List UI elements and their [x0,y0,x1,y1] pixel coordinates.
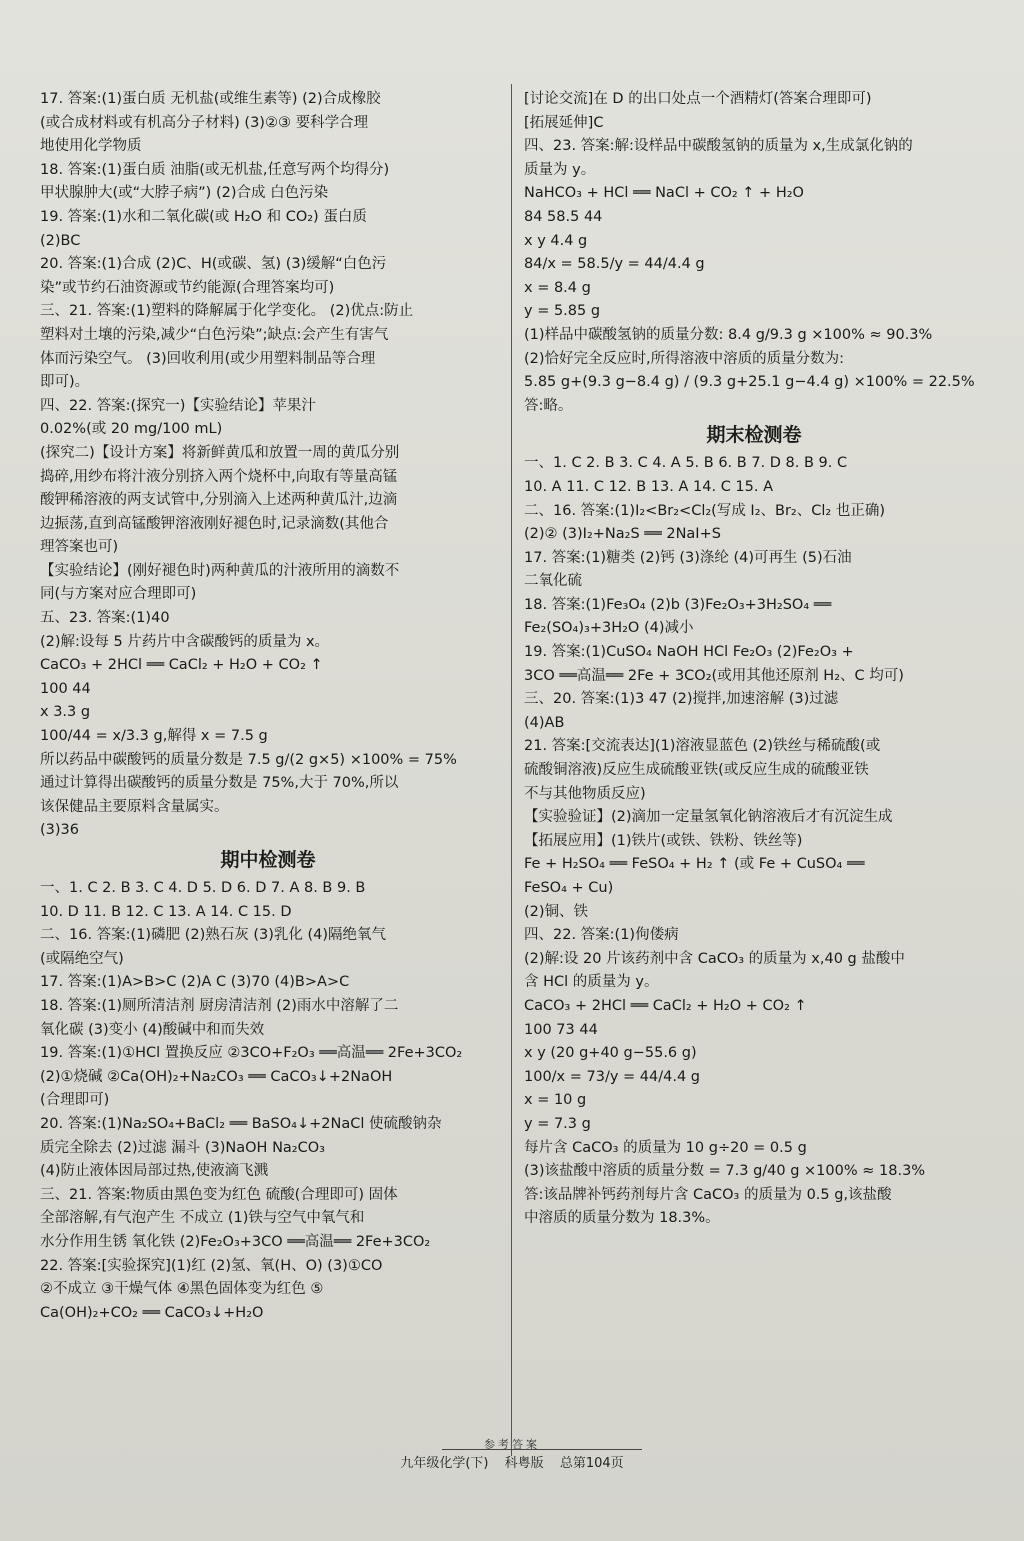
answer-line: 答:该品牌补钙药剂每片含 CaCO₃ 的质量为 0.5 g,该盐酸 [524,1186,892,1203]
answer-line: Fe₂(SO₄)₃+3H₂O (4)减小 [524,620,694,637]
answer-line: 体而污染空气。 (3)回收利用(或少用塑料制品等合理 [40,350,376,367]
answer-line: Ca(OH)₂+CO₂ ══ CaCO₃↓+H₂O [40,1304,264,1321]
answer-line: x 3.3 g [40,704,91,721]
answer-line: 3CO ══高温══ 2Fe + 3CO₂(或用其他还原剂 H₂、C 均可) [524,667,904,684]
answer-line: 18. 答案:(1)Fe₃O₄ (2)b (3)Fe₂O₃+3H₂SO₄ ══ [524,596,832,613]
answer-line: (1)样品中碳酸氢钠的质量分数: 8.4 g/9.3 g ×100% ≈ 90.3% [524,326,933,343]
answer-line: 酸钾稀溶液的两支试管中,分别滴入上述两种黄瓜汁,边滴 [40,492,398,509]
answer-line: 每片含 CaCO₃ 的质量为 10 g÷20 = 0.5 g [524,1139,807,1156]
answer-line: 21. 答案:[交流表达](1)溶液显蓝色 (2)铁丝与稀硫酸(或 [524,738,881,755]
answer-line: 中溶质的质量分数为 18.3%。 [524,1210,720,1227]
answer-line: 17. 答案:(1)蛋白质 无机盐(或维生素等) (2)合成橡胶 [40,91,381,107]
answer-line: (合理即可) [40,1092,110,1109]
answer-line: 20. 答案:(1)合成 (2)C、H(或碳、氢) (3)缓解“白色污 [40,256,387,273]
right-column [524,88,984,1231]
answer-line: 通过计算得出碳酸钙的质量分数是 75%,大于 70%,所以 [40,775,399,792]
answer-line: 10. D 11. B 12. C 13. A 14. C 15. D [40,903,292,920]
answer-line: x = 8.4 g [524,279,591,296]
answer-line: 100 73 44 [524,1021,598,1038]
final-heading: 期末检测卷 [706,424,802,447]
answer-line: y = 7.3 g [524,1115,591,1132]
answer-line: 19. 答案:(1)水和二氧化碳(或 H₂O 和 CO₂) 蛋白质 [40,208,367,225]
answer-line: (2)恰好完全反应时,所得溶液中溶质的质量分数为: [524,350,845,367]
answer-line: 5.85 g+(9.3 g−8.4 g) / (9.3 g+25.1 g−4.4 g) ×100% = 22.5% [524,374,975,391]
answer-line: (探究二)【设计方案】将新鲜黄瓜和放置一周的黄瓜分别 [40,444,400,461]
answer-line: 该保健品主要原料含量属实。 [40,798,229,815]
answer-line: 理答案也可) [40,539,119,556]
answer-line: 所以药品中碳酸钙的质量分数是 7.5 g/(2 g×5) ×100% = 75% [40,751,457,768]
answer-line: (3)该盐酸中溶质的质量分数 = 7.3 g/40 g ×100% ≈ 18.3% [524,1163,926,1180]
right-answers-block [524,88,984,418]
answer-line: (2)解:设 20 片该药剂中含 CaCO₃ 的质量为 x,40 g 盐酸中 [524,950,905,967]
answer-line: 四、22. 答案:(1)佝偻病 [524,927,679,944]
answer-line: 18. 答案:(1)蛋白质 油脂(或无机盐,任意写两个均得分) [40,161,390,178]
answer-line: FeSO₄ + Cu) [524,880,614,896]
answer-line: 捣碎,用纱布将汁液分别挤入两个烧杯中,向取有等量高锰 [40,468,398,485]
answer-line: 【实验验证】(2)滴加一定量氢氧化钠溶液后才有沉淀生成 [524,809,893,826]
answer-line: 边振荡,直到高锰酸钾溶液刚好褪色时,记录滴数(其他合 [40,515,389,532]
footer-subject: 九年级化学(下) [400,1456,489,1471]
footer-page-number: 总第104页 [559,1456,624,1471]
answer-line: CaCO₃ + 2HCl ══ CaCl₂ + H₂O + CO₂ ↑ [524,997,807,1014]
answer-line: 84/x = 58.5/y = 44/4.4 g [524,256,705,273]
answer-line: 一、1. C 2. B 3. C 4. D 5. D 6. D 7. A 8. B 9. B [40,880,366,896]
answer-line: 含 HCl 的质量为 y。 [524,974,659,991]
answer-line: (3)36 [40,822,79,839]
answer-line: x y (20 g+40 g−55.6 g) [524,1045,697,1062]
answer-line: 即可)。 [40,374,90,391]
answer-line: (2)② (3)I₂+Na₂S ══ 2NaI+S [524,526,721,543]
answer-line: 硫酸铜溶液)反应生成硫酸亚铁(或反应生成的硫酸亚铁 [524,762,869,779]
footer-title: 参考答案 [484,1438,540,1451]
answer-line: 同(与方案对应合理即可) [40,586,197,603]
answer-line: 质量为 y。 [524,161,596,178]
answer-line: 二、16. 答案:(1)I₂<Br₂<Cl₂(写成 I₂、Br₂、Cl₂ 也正确) [524,502,885,519]
answer-line: 三、20. 答案:(1)3 47 (2)搅拌,加速溶解 (3)过滤 [524,691,839,708]
answer-line: 答:略。 [524,397,573,414]
answer-line: (4)AB [524,714,565,731]
answer-line: ②不成立 ③干燥气体 ④黑色固体变为红色 ⑤ [40,1281,324,1298]
answer-line: (2)BC [40,232,81,249]
answer-line: 五、23. 答案:(1)40 [40,610,170,627]
column-divider [511,84,512,1456]
answer-line: 质完全除去 (2)过滤 漏斗 (3)NaOH Na₂CO₃ [40,1139,325,1156]
answer-line: (2)①烧碱 ②Ca(OH)₂+Na₂CO₃ ══ CaCO₃↓+2NaOH [40,1068,393,1085]
answer-line: 0.02%(或 20 mg/100 mL) [40,421,223,438]
answer-line: 100/x = 73/y = 44/4.4 g [524,1068,701,1085]
answer-line: NaHCO₃ + HCl ══ NaCl + CO₂ ↑ + H₂O [524,185,804,202]
answer-line: 19. 答案:(1)①HCl 置换反应 ②3CO+F₂O₃ ══高温══ 2Fe+3CO₂ [40,1045,463,1062]
answer-line: x y 4.4 g [524,232,588,249]
answer-line: 三、21. 答案:(1)塑料的降解属于化学变化。 (2)优点:防止 [40,303,414,320]
answer-line: x = 10 g [524,1092,587,1109]
left-answers-block [40,88,496,843]
answer-line: 【实验结论】(刚好褪色时)两种黄瓜的汁液所用的滴数不 [40,562,400,579]
answer-line: 氧化碳 (3)变小 (4)酸碱中和而失效 [40,1021,265,1038]
answer-line: 17. 答案:(1)A>B>C (2)A C (3)70 (4)B>A>C [40,974,350,991]
answer-line: 二氧化硫 [524,573,582,590]
left-column [40,88,496,1325]
answer-line: 20. 答案:(1)Na₂SO₄+BaCl₂ ══ BaSO₄↓+2NaCl 使硫酸钠杂 [40,1115,442,1132]
answer-line: (2)铜、铁 [524,903,589,920]
answer-line: 10. A 11. C 12. B 13. A 14. C 15. A [524,478,774,495]
midterm-answers-block [40,877,496,1325]
answer-line: 【拓展应用】(1)铁片(或铁、铁粉、铁丝等) [524,832,803,849]
answer-line: 17. 答案:(1)糖类 (2)钙 (3)涤纶 (4)可再生 (5)石油 [524,549,852,566]
answer-line: 四、22. 答案:(探究一)【实验结论】苹果汁 [40,397,316,414]
answer-line: 18. 答案:(1)厕所清洁剂 厨房清洁剂 (2)雨水中溶解了二 [40,997,399,1014]
midterm-heading: 期中检测卷 [220,849,316,871]
answer-line: 二、16. 答案:(1)磷肥 (2)熟石灰 (3)乳化 (4)隔绝氧气 [40,927,387,944]
answer-line: CaCO₃ + 2HCl ══ CaCl₂ + H₂O + CO₂ ↑ [40,657,323,674]
answer-line: Fe + H₂SO₄ ══ FeSO₄ + H₂ ↑ (或 Fe + CuSO₄ ══ [524,856,865,873]
answer-line: (或合成材料或有机高分子材料) (3)②③ 要科学合理 [40,114,369,131]
answer-line: y = 5.85 g [524,303,601,320]
answer-line: 全部溶解,有气泡产生 不成立 (1)铁与空气中氧气和 [40,1210,365,1227]
answer-line: 100 44 [40,680,91,697]
answer-line: 22. 答案:[实验探究](1)红 (2)氢、氧(H、O) (3)①CO [40,1257,383,1274]
answer-line: 甲状腺肿大(或“大脖子病”) (2)合成 白色污染 [40,185,329,202]
answer-line: 染”或节约石油资源或节约能源(合理答案均可) [40,279,335,296]
answer-line: 84 58.5 44 [524,208,603,225]
answer-line: 19. 答案:(1)CuSO₄ NaOH HCl Fe₂O₃ (2)Fe₂O₃ + [524,644,854,661]
answer-line: (2)解:设每 5 片药片中含碳酸钙的质量为 x。 [40,633,330,650]
answer-line: 一、1. C 2. B 3. C 4. A 5. B 6. B 7. D 8. B 9. C [524,455,848,472]
answer-line: 100/44 = x/3.3 g,解得 x = 7.5 g [40,728,268,745]
answer-line: (4)防止液体因局部过热,使液滴飞溅 [40,1163,269,1180]
answer-line: 水分作用生锈 氧化铁 (2)Fe₂O₃+3CO ══高温══ 2Fe+3CO₂ [40,1233,431,1250]
answer-line: 地使用化学物质 [40,138,142,155]
footer-edition: 科粤版 [504,1456,544,1471]
answer-line: 塑料对土壤的污染,减少“白色污染”;缺点:会产生有害气 [40,326,389,343]
answer-line: [讨论交流]在 D 的出口处点一个酒精灯(答案合理即可) [524,91,872,107]
footer-info [0,1452,1024,1471]
answer-line: 三、21. 答案:物质由黑色变为红色 硫酸(合理即可) 固体 [40,1186,398,1203]
answer-line: [拓展延伸]C [524,114,604,131]
answer-line: 四、23. 答案:解:设样品中碳酸氢钠的质量为 x,生成氯化钠的 [524,138,913,155]
answer-line: (或隔绝空气) [40,950,124,967]
final-answers-block [524,452,984,1231]
answer-line: 不与其他物质反应) [524,785,646,802]
